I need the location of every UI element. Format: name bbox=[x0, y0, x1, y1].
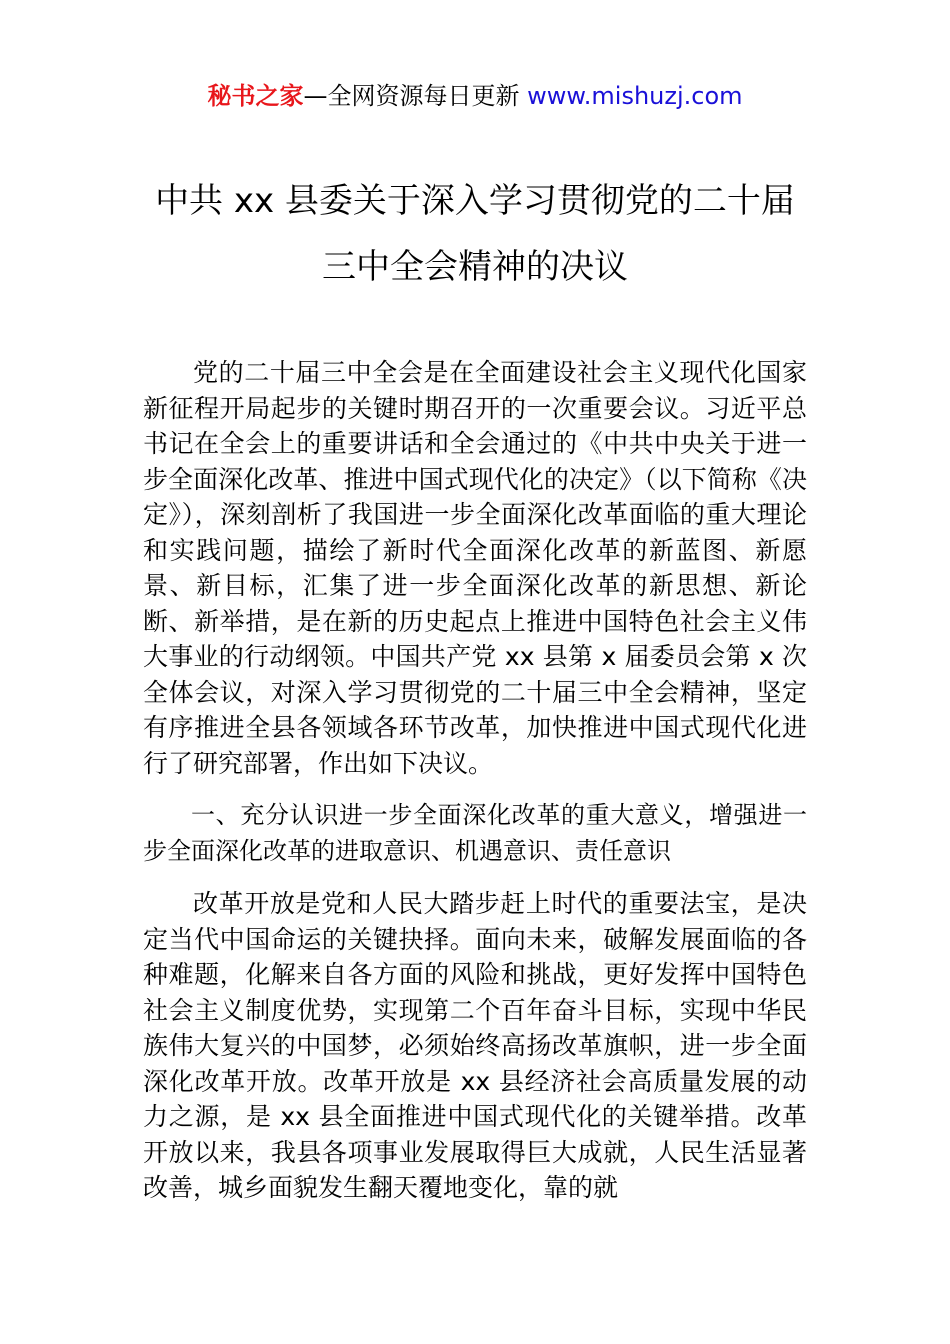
title-line-2: 三中全会精神的决议 bbox=[322, 247, 628, 287]
intro-paragraph: 党的二十届三中全会是在全面建设社会主义现代化国家新征程开局起步的关键时期召开的一次重要会议。习近平总书记在全会上的重要讲话和全会通过的《中共中央关于进一步全面深化改革、推进中国式现代化的决定》（以下简称《决定》），深刻剖析了我国进一步全面深化改革面临的重大理论和实践问题，描绘了新时代全面深化改革的新蓝图、新愿景、新目标，汇集了进一步全面深化改革的新思想、新论断、新举措，是在新的历史起点上推进中国特色社会主义伟大事业的行动纲领。中国共产党 xx 县第 x 届委员会第 x 次全体会议，对深入学习贯彻党的二十届三中全会精神，坚定有序推进全县各领域各环节改革，加快推进中国式现代化进行了研究部署，作出如下决议。 bbox=[143, 358, 807, 778]
document-title bbox=[100, 168, 850, 300]
section-heading-1: 一、充分认识进一步全面深化改革的重大意义，增强进一步全面深化改革的进取意识、机遇意识、责任意识 bbox=[143, 801, 807, 865]
body-paragraph: 改革开放是党和人民大踏步赶上时代的重要法宝，是决定当代中国命运的关键抉择。面向未来，破解发展面临的各种难题，化解来自各方面的风险和挑战，更好发挥中国特色社会主义制度优势，实现第二个百年奋斗目标，实现中华民族伟大复兴的中国梦，必须始终高扬改革旗帜，进一步全面深化改革开放。改革开放是 xx 县经济社会高质量发展的动力之源，是 xx 县全面推进中国式现代化的关键举措。改革开放以来，我县各项事业发展取得巨大成就，人民生活显著改善，城乡面貌发生翻天覆地变化，靠的就 bbox=[143, 889, 807, 1202]
site-header bbox=[0, 80, 950, 112]
title-line-1: 中共 xx 县委关于深入学习贯彻党的二十届 bbox=[155, 181, 795, 221]
document-body bbox=[143, 355, 807, 1223]
brand-name: 秘书之家 bbox=[207, 82, 304, 110]
header-tagline: —全网资源每日更新 bbox=[303, 82, 528, 110]
site-url-link[interactable]: www.mishuzj.com bbox=[527, 82, 743, 110]
